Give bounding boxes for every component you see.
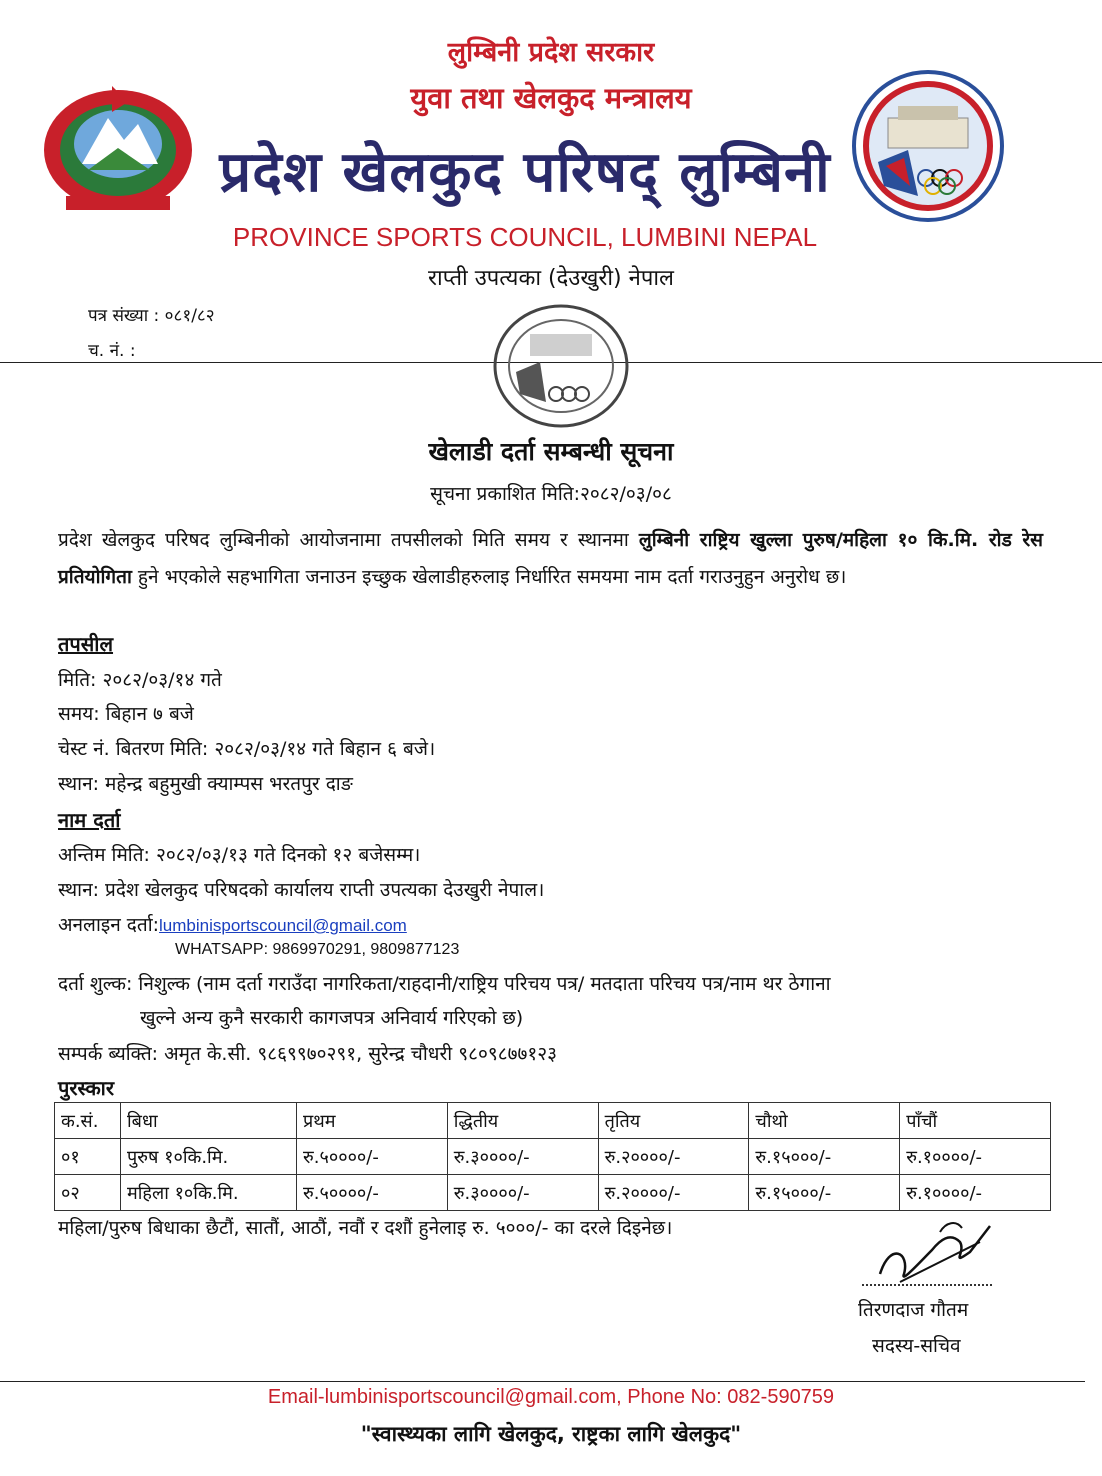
table-cell: रु.३००००/- [447,1139,598,1175]
signatory-title: सदस्य-सचिव [872,1335,961,1357]
intro-paragraph [58,522,1043,596]
government-title: लुम्बिनी प्रदेश सरकार [447,37,655,68]
registration-deadline: अन्तिम मिति: २०८२/०३/१३ गते दिनको १२ बजेसम्म। [58,844,421,866]
table-row [55,1139,1051,1175]
online-email-link[interactable]: lumbinisportscouncil@gmail.com [159,916,407,935]
table-cell: रु.१५०००/- [749,1139,900,1175]
table-cell: ०२ [55,1175,121,1211]
table-cell: रु.२००००/- [598,1139,749,1175]
table-cell: रु.२००००/- [598,1175,749,1211]
footer-contact: Email-lumbinisportscouncil@gmail.com, Phone No: 082-590759 [267,1386,835,1408]
registration-place: स्थान: प्रदेश खेलकुद परिषदको कार्यालय राप्ती उपत्यका देउखुरी नेपाल। [58,879,545,901]
online-label: अनलाइन दर्ता: [58,914,160,936]
prize-table [54,1102,1051,1211]
table-cell: रु.५००००/- [297,1175,448,1211]
table-cell: रु.१५०००/- [749,1175,900,1211]
registration-heading: नाम दर्ता [58,808,121,832]
contact-persons: सम्पर्क ब्यक्ति: अमृत के.सी. ९८६९९७०२९१, सुरेन्द्र चौधरी ९८०९८७७१२३ [58,1043,558,1065]
dispatch-number: च. नं. : [88,341,136,361]
council-title-english: PROVINCE SPORTS COUNCIL, LUMBINI NEPAL [232,222,818,252]
event-venue: स्थान: महेन्द्र बहुमुखी क्याम्पस भरतपुर दाङ [58,773,353,795]
event-date: मिति: २०८२/०३/१४ गते [58,669,222,691]
event-name: लुम्बिनी राष्ट्रिय खुल्ला पुरुष/महिला १० कि.मि. रोड रेस प्रतियोगिता [58,529,1043,588]
signatory-name: तिरणदाज गौतम [858,1299,969,1321]
details-heading: तपसील [58,632,114,656]
table-cell: रु.१००००/- [900,1139,1051,1175]
table-cell: महिला १०कि.मि. [121,1175,297,1211]
footer-slogan: "स्वास्थ्यका लागि खेलकुद, राष्ट्रका लागि खेलकुद" [360,1422,742,1446]
chest-number-date: चेस्ट नं. बितरण मिति: २०८२/०३/१४ गते बिहान ६ बजे। [58,738,436,760]
signature-line [862,1284,992,1286]
whatsapp-numbers: WHATSAPP: 9869970291, 9809877123 [175,941,460,958]
column-header: क.सं. [55,1103,121,1139]
column-header: बिधा [121,1103,297,1139]
ministry-title: युवा तथा खेलकुद मन्त्रालय [410,81,692,115]
table-row [55,1175,1051,1211]
table-cell: रु.१००००/- [900,1175,1051,1211]
handwritten-signature [870,1212,1000,1292]
letter-number: पत्र संख्या : ०८१/८२ [88,306,215,326]
online-registration [58,911,407,937]
table-cell: पुरुष १०कि.मि. [121,1139,297,1175]
registration-fee: दर्ता शुल्क: निशुल्क (नाम दर्ता गराउँदा नागरिकता/राहदानी/राष्ट्रिय परिचय पत्र/ मतदाता परिचय पत्र/नाम थर ठेगाना [58,973,831,995]
stamp-seal [486,298,636,433]
publish-date: सूचना प्रकाशित मिति:२०८२/०३/०८ [430,483,672,505]
notice-title: खेलाडी दर्ता सम्बन्धी सूचना [428,437,674,466]
prize-note: महिला/पुरुष बिधाका छैटौं, सातौं, आठौं, नवौं र दशौं हुनेलाइ रु. ५०००/- का दरले दिइनेछ। [58,1217,673,1239]
column-header: तृतिय [598,1103,749,1139]
table-header-row [55,1103,1051,1139]
council-title: प्रदेश खेलकुद परिषद् लुम्बिनी [219,140,831,205]
column-header: द्धितीय [447,1103,598,1139]
event-time: समय: बिहान ७ बजे [58,703,194,725]
table-cell: रु.३००००/- [447,1175,598,1211]
column-header: प्रथम [297,1103,448,1139]
table-cell: ०१ [55,1139,121,1175]
column-header: चौथो [749,1103,900,1139]
table-cell: रु.५००००/- [297,1139,448,1175]
registration-fee-cont: खुल्ने अन्य कुनै सरकारी कागजपत्र अनिवार्य गरिएको छ) [140,1007,524,1029]
intro-text-2: हुने भएकोले सहभागिता जनाउन इच्छुक खेलाडीहरुलाइ निर्धारित समयमा नाम दर्ता गराउनुहुन अनुरोध छ। [131,566,847,588]
council-address: राप्ती उपत्यका (देउखुरी) नेपाल [428,266,674,291]
prizes-heading: पुरस्कार [58,1076,115,1100]
column-header: पाँचौं [900,1103,1051,1139]
footer-divider [0,1381,1085,1382]
intro-text-1: प्रदेश खेलकुद परिषद लुम्बिनीको आयोजनामा तपसीलको मिति समय र स्थानमा [58,529,639,551]
